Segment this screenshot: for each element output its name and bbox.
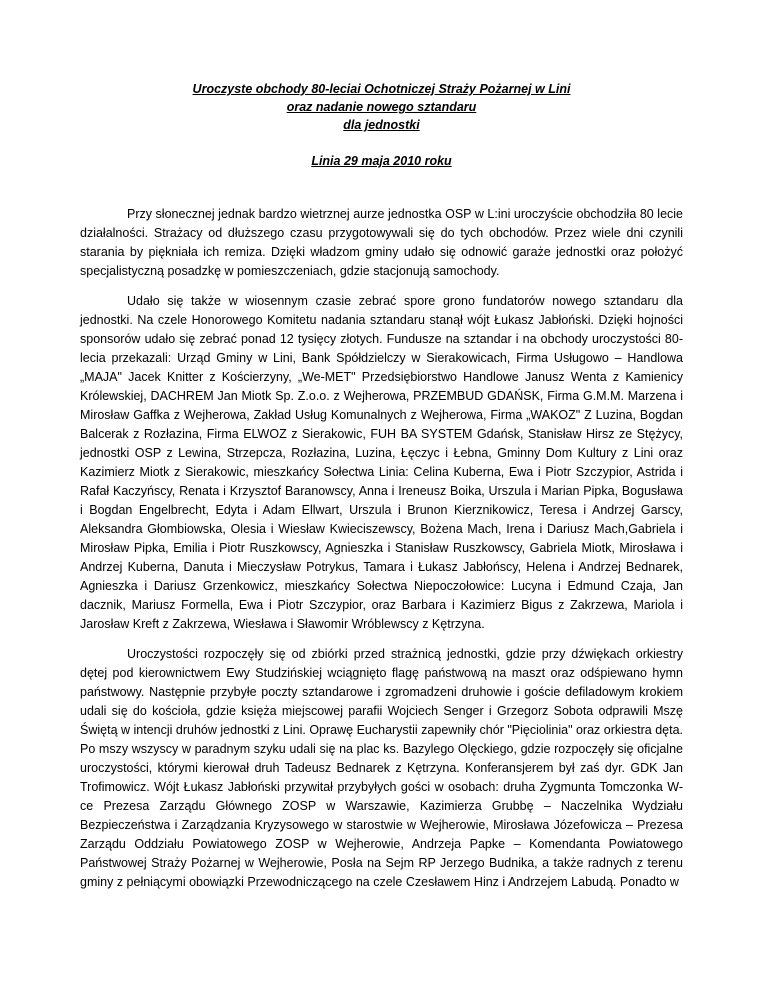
title-line-2: oraz nadanie nowego sztandaru: [286, 100, 477, 114]
document-date: Linia 29 maja 2010 roku: [311, 154, 452, 168]
paragraph-3: Uroczystości rozpoczęły się od zbiórki przed strażnicą jednostki, gdzie przy dźwiękach orkiestry dętej pod kierownictwem Ewy Studzińskiej wciągnięto flagę państwową na maszt oraz odśpiewano hymn państwowy. Następnie przybyłe poczty sztandarowe i zgromadzeni druhowie i goście defiladowym krokiem udali się do kościoła, gdzie księża miejscowej parafii Wojciech Senger i Grzegorz Sobota odprawili Mszę Świętą w intencji druhów jednostki z Lini. Oprawę Eucharystii zapewniły chór "Pięciolinia" oraz orkiestra dęta. Po mszy wszyscy w paradnym szyku udali się na plac ks. Bazylego Olęckiego, gdzie rozpoczęły się oficjalne uroczystości, którymi kierował druh Tadeusz Bednarek z Kętrzyna. Konferansjerem był zaś dyr. GDK Jan Trofimowicz. Wójt Łukasz Jabłoński przywitał przybyłych gości w osobach: druha Zygmunta Tomczonka W-ce Prezesa Zarządu Głównego ZOSP w Warszawie, Kazimierza Grubbę – Naczelnika Wydziału Bezpieczeństwa i Zarządzania Kryzysowego w starostwie w Wejherowie, Mirosława Józefowicza – Prezesa Zarządu Oddziału Powiatowego ZOSP w Wejherowie, Andrzeja Papke – Komendanta Powiatowego Państwowej Straży Pożarnej w Wejherowie, Posła na Sejm RP Jerzego Budnika, a także radnych z terenu gminy z pełniącymi obowiązki Przewodniczącego na czele Czesławem Hinz i Andrzejem Labudą. Ponadto w: [80, 647, 683, 889]
title-line-1: Uroczyste obchody 80-leciai Ochotniczej Straży Pożarnej w Lini: [192, 82, 571, 96]
paragraph-1: Przy słonecznej jednak bardzo wietrznej aurze jednostka OSP w L:ini uroczyście obchodziła 80 lecie działalności. Strażacy od dłuższego czasu przygotowywali się do tych obchodów. Przez wiele dni czynili starania by piękniała ich remiza. Dzięki władzom gminy udało się odnowić garaże jednostki oraz położyć specjalistyczną posadzkę w pomieszczeniach, gdzie stacjonują samochody.: [80, 207, 683, 278]
title-line-3: dla jednostki: [343, 118, 420, 132]
document-page: [80, 0, 683, 892]
paragraph-2: Udało się także w wiosennym czasie zebrać spore grono fundatorów nowego sztandaru dla jednostki. Na czele Honorowego Komitetu nadania sztandaru stanął wójt Łukasz Jabłoński. Dzięki hojności sponsorów udało się zebrać ponad 12 tysięcy złotych. Fundusze na sztandar i na obchody uroczystości 80-lecia przekazali: Urząd Gminy w Lini, Bank Spółdzielczy w Sierakowicach, Firma Usługowo – Handlowa „MAJA" Jacek Knitter z Kościerzyny, „We-MET" Przedsiębiorstwo Handlowe Janusz Wenta z Kamienicy Królewskiej, DACHREM Jan Miotk Sp. Z.o.o. z Wejherowa, PRZEMBUD GDAŃSK, Firma G.M.M. Marzena i Mirosław Gaffka z Wejherowa, Zakład Usług Komunalnych z Wejherowa, Firma „WAKOZ" Z Luzina, Bogdan Balcerak z Rozłazina, Firma ELWOZ z Sierakowic, FUH BA SYSTEM Gdańsk, Stanisław Hirsz ze Stężycy, jednostki OSP z Lewina, Strzepcza, Rozłazina, Luzina, Łęczyc i Łebna, Gminny Dom Kultury z Lini oraz Kazimierz Miotk z Sierakowic, mieszkańcy Sołectwa Linia: Celina Kuberna, Ewa i Piotr Szczypior, Astrida i Rafał Kaczyńscy, Renata i Krzysztof Baranowscy, Anna i Ireneusz Boika, Urszula i Marian Pipka, Bogusława i Bogdan Engelbrecht, Edyta i Adam Ellwart, Urszula i Brunon Kierznikowicz, Teresa i Andrzej Garscy, Aleksandra Głombiowska, Olesia i Wiesław Kwieciszewscy, Bożena Mach, Irena i Dariusz Mach,Gabriela i Mirosław Pipka, Emilia i Piotr Ruszkowscy, Agnieszka i Stanisław Ruszkowscy, Gabriela Miotk, Mirosława i Andrzej Kuberna, Danuta i Mieczysław Potrykus, Tamara i Łukasz Jabłońscy, Helena i Andrzej Bednarek, Agnieszka i Dariusz Grzenkowicz, mieszkańcy Sołectwa Niepoczołowice: Lucyna i Edmund Czaja, Jan dacznik, Mariusz Formella, Ewa i Piotr Szczypior, oraz Barbara i Kazimierz Bigus z Zakrzewa, Mariola i Jarosław Kreft z Zakrzewa, Wiesława i Sławomir Wróblewscy z Kętrzyna.: [80, 294, 683, 631]
document-title: [80, 80, 683, 170]
